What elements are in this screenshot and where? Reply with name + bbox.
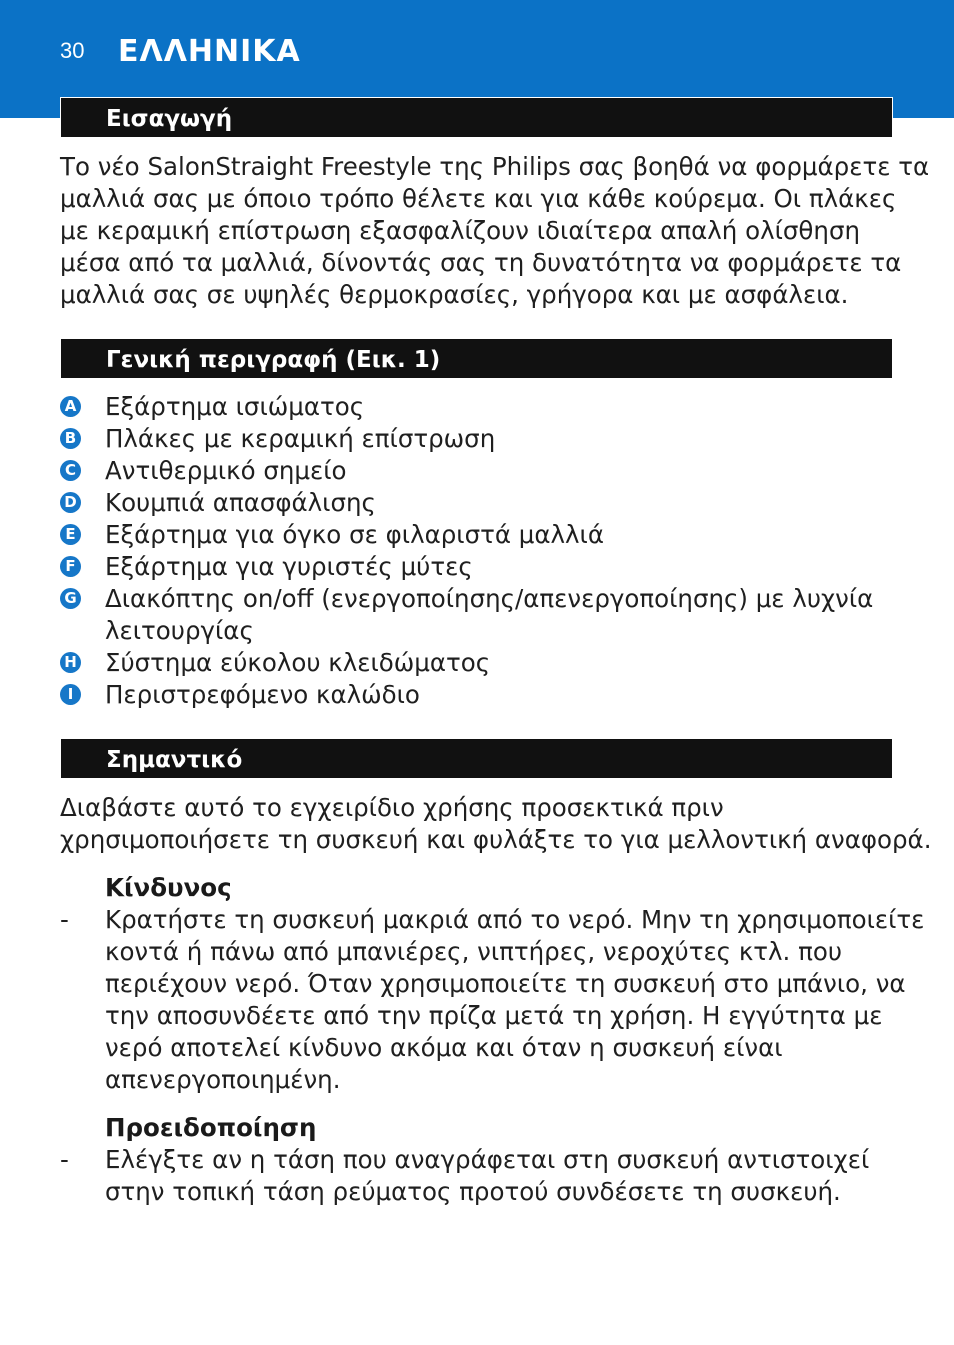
- item-text: Πλάκες με κεραμική επίστρωση: [105, 424, 496, 453]
- danger-heading: Κίνδυνος: [105, 873, 232, 902]
- paragraph-line: με κεραμική επίστρωση εξασφαλίζουν ιδιαίτερα απαλή ολίσθηση: [60, 216, 860, 245]
- paragraph-line: χρησιμοποιήσετε τη συσκευή και φυλάξτε το για μελλοντική αναφορά.: [60, 825, 932, 854]
- letter-badge: F: [60, 556, 81, 577]
- list-item: [60, 551, 900, 583]
- list-item: [60, 391, 900, 423]
- list-item: [60, 487, 900, 519]
- section-heading-label: Γενική περιγραφή (Εικ. 1): [106, 347, 441, 373]
- letter-badge: G: [60, 588, 81, 609]
- item-text: Εξάρτημα για γυριστές μύτες: [105, 552, 473, 581]
- list-item: [60, 647, 900, 679]
- item-text: Κουμπιά απασφάλισης: [105, 488, 376, 517]
- section-heading-label: Σημαντικό: [106, 747, 243, 773]
- intro-paragraph: [60, 151, 930, 311]
- letter-badge: B: [60, 428, 81, 449]
- list-item: [60, 583, 900, 647]
- item-text: Σύστημα εύκολου κλειδώματος: [105, 648, 491, 677]
- section-heading-label: Εισαγωγή: [106, 106, 233, 132]
- parts-list: [60, 391, 900, 711]
- list-item: [60, 423, 900, 455]
- letter-badge: C: [60, 460, 81, 481]
- bullet-text: [105, 1144, 905, 1208]
- page-number: 30: [60, 38, 85, 63]
- item-text: Εξάρτημα για όγκο σε φιλαριστά μαλλιά: [105, 520, 604, 549]
- letter-badge: H: [60, 652, 81, 673]
- section-heading-important: [60, 738, 893, 778]
- section-heading-intro: [60, 97, 893, 137]
- bullet-line: την αποσυνδέετε από την πρίζα μετά τη χρήση. Η εγγύτητα με: [105, 1001, 883, 1030]
- section-heading-overview: [60, 338, 893, 378]
- bullet-dash: -: [60, 1145, 69, 1174]
- bullet-dash: -: [60, 905, 69, 934]
- item-text: Περιστρεφόμενο καλώδιο: [105, 680, 420, 709]
- paragraph-line: μαλλιά σας με όποιο τρόπο θέλετε και για κάθε κούρεμα. Οι πλάκες: [60, 184, 897, 213]
- important-intro: [60, 792, 932, 856]
- list-item: [60, 455, 900, 487]
- warning-heading: Προειδοποίηση: [105, 1113, 317, 1142]
- item-text: Εξάρτημα ισιώματος: [105, 392, 365, 421]
- bullet-line: στην τοπική τάση ρεύματος προτού συνδέσετε τη συσκευή.: [105, 1177, 841, 1206]
- bullet-line: νερό αποτελεί κίνδυνο ακόμα και όταν η συσκευή είναι: [105, 1033, 783, 1062]
- letter-badge: D: [60, 492, 81, 513]
- paragraph-line: μαλλιά σας σε υψηλές θερμοκρασίες, γρήγορα και με ασφάλεια.: [60, 280, 849, 309]
- item-text: Αντιθερμικό σημείο: [105, 456, 347, 485]
- bullet-line: Κρατήστε τη συσκευή μακριά από το νερό. Μην τη χρησιμοποιείτε: [105, 905, 925, 934]
- paragraph-line: μέσα από τα μαλλιά, δίνοντάς σας τη δυνατότητα να φορμάρετε τα: [60, 248, 902, 277]
- paragraph-line: Το νέο SalonStraight Freestyle της Philips σας βοηθά να φορμάρετε τα: [60, 152, 930, 181]
- bullet-line: κοντά ή πάνω από μπανιέρες, νιπτήρες, νεροχύτες κτλ. που: [105, 937, 843, 966]
- list-item: [60, 679, 900, 711]
- bullet-line: Ελέγξτε αν η τάση που αναγράφεται στη συσκευή αντιστοιχεί: [105, 1145, 870, 1174]
- bullet-line: απενεργοποιημένη.: [105, 1065, 341, 1094]
- item-text: Διακόπτης on/off (ενεργοποίησης/απενεργοποίησης) με λυχνία: [105, 584, 874, 613]
- letter-badge: I: [60, 684, 81, 705]
- letter-badge: A: [60, 396, 81, 417]
- bullet-line: περιέχουν νερό. Όταν χρησιμοποιείτε τη συσκευή στο μπάνιο, να: [105, 969, 906, 998]
- language-title: ΕΛΛΗΝΙΚΑ: [118, 34, 301, 69]
- letter-badge: E: [60, 524, 81, 545]
- paragraph-line: Διαβάστε αυτό το εγχειρίδιο χρήσης προσεκτικά πριν: [60, 793, 724, 822]
- list-item: [60, 519, 900, 551]
- bullet-text: [105, 904, 925, 1096]
- item-text: λειτουργίας: [105, 616, 254, 645]
